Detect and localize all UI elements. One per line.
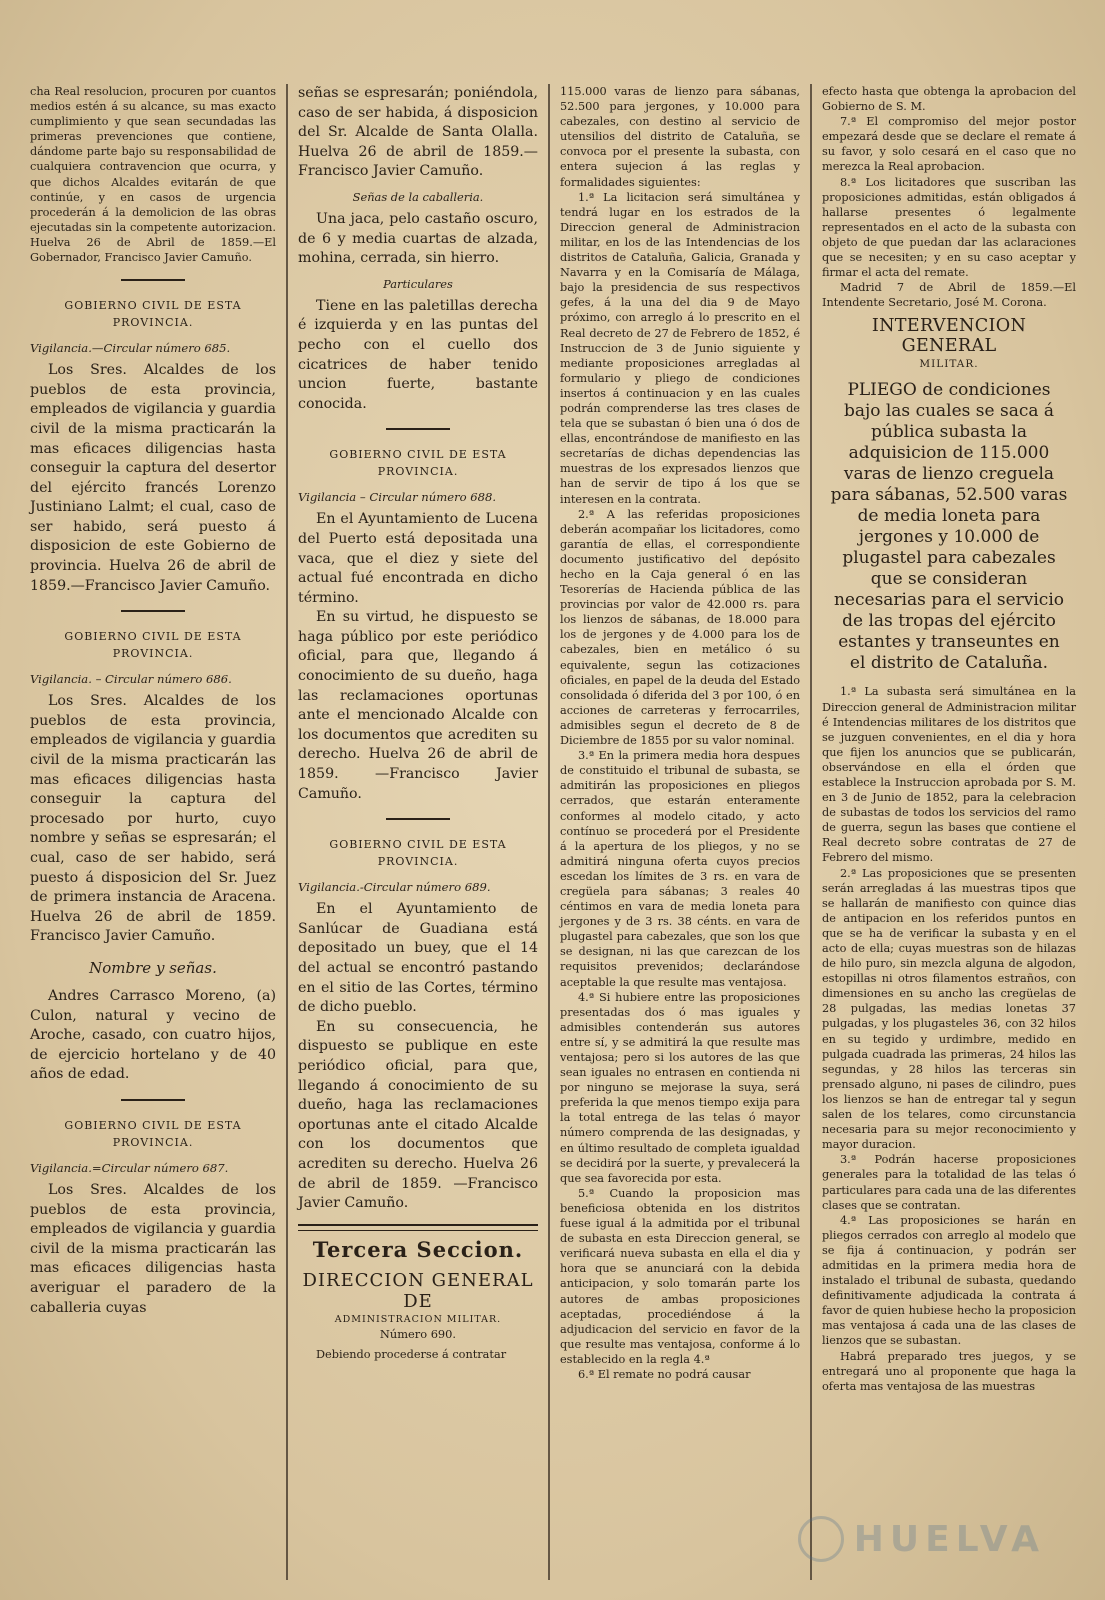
column-4: [816, 84, 1082, 1580]
section-subtitle: Nombre y señas.: [89, 958, 217, 977]
divider: [121, 610, 185, 612]
section-subtitle: Vigilancia.=Circular número 687.: [30, 1160, 229, 1175]
paragraph: 4.ª Las proposiciones se harán en pliegos cerrados con arreglo al modelo que se fija á continuacion, y podrán ser admitidas en la primera media hora de instalado el tribunal de subasta, quedando definitivamente adjudicada la contrata á favor de quien hubiese hecho la proposicion mas ventajosa á cada una de las clases de lienzos que se subastan.: [822, 1213, 1076, 1348]
paragraph: Debiendo procederse á contratar: [316, 1347, 507, 1361]
section-subtitle: MILITAR.: [919, 358, 979, 371]
paragraph: Madrid 7 de Abril de 1859.—El Intendente Secretario, José M. Corona.: [822, 281, 1076, 310]
section-subtitle: Vigilancia – Circular número 688.: [298, 490, 497, 505]
paragraph: 3.ª Podrán hacerse proposiciones generales para la totalidad de las telas ó particulares para cada una de las diferentes clases que se contratan.: [822, 1153, 1076, 1212]
paragraph: Tiene en las paletillas derecha é izquierda y en las puntas del pecho con el cuello dos cicatrices de haber tenido uncion fuerte, bastante conocida.: [298, 297, 538, 412]
paragraph: En su consecuencia, he dispuesto se publique en este periódico oficial, para que, llegando á conocimiento de su dueño, haga las reclamaciones oportunas ante el citado Alcalde con los documentos que acrediten su derecho. Huelva 26 de abril de 1859. —Francisco Javier Camuño.: [298, 1018, 538, 1212]
pliego-heading: PLIEGO de condiciones bajo las cuales se saca á pública subasta la adquisicion de 115.000 varas de lienzo creguela para sábanas, 52.500 varas de media loneta para jergones y 10.000 de plugastel para cabezales que se consideran necesarias para el servicio de las tropas del ejército estantes y transeuntes en el distrito de Cataluña.: [830, 380, 1068, 674]
section-subtitle: ADMINISTRACION MILITAR.: [334, 1313, 502, 1325]
section-subtitle: Particulares: [383, 276, 453, 291]
divider: [386, 428, 450, 430]
section-subtitle: Señas de la caballeria.: [352, 189, 484, 204]
divider: [121, 279, 185, 281]
paragraph: 5.ª Cuando la proposicion mas beneficiosa obtenida en los distritos fuese igual á la admitida por el tribunal de subasta en esta Direccion general, se verificará nueva subasta en ella el dia y hora que se anunciará con la debida anticipacion, y solo tomarán parte los autores de ambas proposiciones aceptadas, procediéndose á la adjudicacion del servicio en favor de la que resulte mas ventajosa, conforme á lo establecido en la regla 4.ª: [560, 1186, 800, 1366]
paragraph: Los Sres. Alcaldes de los pueblos de esta provincia, empleados de vigilancia y guardia civil de la misma practicarán la mas eficaces diligencias hasta conseguir la captura del desertor del ejército francés Lorenzo Justiniano Lalmt; el cual, caso de ser habido, será puesto á disposicion de este Gobierno de provincia. Huelva 26 de abril de 1859.—Francisco Javier Camuño.: [30, 362, 276, 594]
column-2: [292, 84, 544, 1580]
section-header: GOBIERNO CIVIL DE ESTA PROVINCIA.: [329, 448, 507, 479]
divider: [298, 1224, 538, 1231]
paragraph: Los Sres. Alcaldes de los pueblos de esta provincia, empleados de vigilancia y guardia civil de la misma practicarán las mas eficaces diligencias hasta averiguar el paradero de la caballeria cuyas: [30, 1181, 276, 1316]
section-subtitle: Vigilancia.-Circular número 689.: [298, 880, 491, 895]
section-header: GOBIERNO CIVIL DE ESTA PROVINCIA.: [64, 630, 242, 661]
paragraph: En su virtud, he dispuesto se haga público por este periódico oficial, para que, llegando á conocimiento de su dueño, haga las reclamaciones oportunas ante el mencionado Alcalde con los documentos que acrediten su derecho. Huelva 26 de abril de 1859. —Francisco Javier Camuño.: [298, 609, 538, 802]
paragraph: 2.ª A las referidas proposiciones deberán acompañar los licitadores, como garantía de ellas, el correspondiente documento justificativo del depósito hecho en la Caja general ó en las Tesorerías de Hacienda pública de las provincias por valor de 42.000 rs. para los lienzos de sábanas, de 18.000 para los de jergones y de 4.000 para los de cabezales, bien en metálico ó su equivalente, segun las cotizaciones oficiales, en papel de la deuda del Estado consolidada ó diferida del 3 por 100, ó en acciones de carreteras y ferrocarriles, admisibles segun el decreto de 8 de Diciembre de 1855 por su valor nominal.: [560, 507, 800, 748]
section-header: GOBIERNO CIVIL DE ESTA PROVINCIA.: [329, 838, 507, 869]
column-rule: [548, 84, 550, 1580]
column-1: [24, 84, 282, 1580]
section-title: INTERVENCION GENERAL: [871, 316, 1027, 357]
paragraph: 2.ª Las proposiciones que se presenten serán arregladas á las muestras tipos que se hallarán de manifiesto con quince dias de antipacion en los referidos puntos en que se ha de verificar la subasta y en el acto de ella; cuyas muestras son de hilazas de hilo puro, sin mezcla alguna de algodon, estopillas ni otros filamentos estraños, con dimensiones en su ancho las cregüelas de 28 pulgadas, las medias lonetas 37 pulgadas, y los plugasteles 36, con 32 hilos en su tegido y urdimbre, medido en pulgada cuadrada las primeras, 24 hilos las segundas, y 28 hilos las terceras sin prensado alguno, ni pases de cilindro, pues los lienzos se han de entregar tal y segun salen de los telares, como circunstancia necesaria para su mejor reconocimiento y mayor duracion.: [822, 866, 1076, 1152]
paragraph: 3.ª En la primera media hora despues de constituido el tribunal de subasta, se admitirán las proposiciones en pliegos cerrados, que estarán enteramente conformes al modelo citado, y acto contínuo se procederá por el Presidente á la apertura de los pliegos, y no se admitirá ninguna oferta cuyos precios escedan los límites de 3 rs. en vara de cregüela para sábanas; 3 reales 40 céntimos en vara de media loneta para jergones y de 3 rs. 38 cénts. en vara de plugastel para cabezales, que son los que se designan, ni las que carezcan de los requisitos prevenidos; declarándose aceptable la que resulte mas ventajosa.: [560, 749, 800, 989]
paragraph: En el Ayuntamiento de Lucena del Puerto está depositada una vaca, que el diez y siete del actual fué encontrada en dicho término.: [298, 511, 538, 606]
section-title: Tercera Seccion.: [312, 1236, 524, 1262]
column-rule: [286, 84, 288, 1580]
paragraph: 1.ª La licitacion será simultánea y tendrá lugar en los estrados de la Direccion general de Administracion militar, en los de las Intendencias de los distritos de Cataluña, Galicia, Granada y Navarra y en la Comisaría de Málaga, bajo la presidencia de sus respectivos gefes, á la una del dia 9 de Mayo próximo, con arreglo á lo prescrito en el Real decreto de 27 de Febrero de 1852, é Instruccion de 3 de Junio siguiente y mediante proposiciones arregladas al formulario y pliego de condiciones insertos á continuacion y en las cuales podrán comprenderse las tres clases de tela que se subastan ó bien una ó dos de ellas, encontrándose de manifiesto en las secretarías de dichas dependencias las muestras de los expresados lienzos que han de servir de tipo á los que se interesen en la contrata.: [560, 190, 800, 506]
paragraph: 4.ª Si hubiere entre las proposiciones presentadas dos ó mas iguales y admisibles contenderán sus autores entre sí, y se admitirá la que resulte mas ventajosa; pero si los autores de las que sean iguales no entrasen en contienda ni por ninguno se mejorase la suya, será preferida la que menos tiempo exija para la total entrega de las telas ó mayor número comprenda de las designadas, y en último resultado de completa igualdad se decidirá por la suerte, y prevalecerá la que sea favorecida por esta.: [560, 990, 800, 1185]
divider: [121, 1099, 185, 1101]
paragraph: Una jaca, pelo castaño oscuro, de 6 y media cuartas de alzada, mohina, cerrada, sin hierro.: [298, 210, 538, 267]
paragraph: 115.000 varas de lienzo para sábanas, 52.500 para jergones, y 10.000 para cabezales, con destino al servicio de utensilios del distrito de Cataluña, se convoca por el presente la subasta, con entera sujecion á las reglas y formalidades siguientes:: [560, 85, 800, 189]
seal-icon: [798, 1516, 844, 1562]
divider: [386, 818, 450, 820]
watermark-text: HUELVA: [853, 1518, 1045, 1560]
paragraph: 7.ª El compromiso del mejor postor empezará desde que se declare el remate á su favor, y solo cesará en el caso que no merezca la Real aprobacion.: [822, 115, 1076, 174]
section-subtitle: Vigilancia.—Circular número 685.: [30, 341, 231, 356]
spacer: [822, 674, 1076, 684]
column-rule: [810, 84, 812, 1580]
paragraph: 1.ª La subasta será simultánea en la Direccion general de Administracion militar é Intendencias militares de los distritos que se juzguen convenientes, en el dia y hora que fijen los anuncios que se publicarán, observándose en ella el órden que establece la Instruccion aprobada por S. M. en 3 de Junio de 1852, para la celebracion de subastas de todos los servicios del ramo de guerra, segun las bases que contiene el Real decreto sobre contratas de 27 de Febrero del mismo.: [822, 685, 1076, 865]
paragraph: cha Real resolucion, procuren por cuantos medios estén á su alcance, su mas exacto cumplimiento y que sean secundadas las primeras prevenciones que contiene, dándome parte bajo su responsabilidad de cualquiera contravencion que ocurra, y que dichos Alcaldes evitarán de que continúe, y en casos de urgencia procederán á la demolicion de las obras ejecutadas sin la competente autorizacion. Huelva 26 de Abril de 1859.—El Gobernador, Francisco Javier Camuño.: [30, 85, 276, 265]
section-header: GOBIERNO CIVIL DE ESTA PROVINCIA.: [64, 299, 242, 330]
paragraph: 6.ª El remate no podrá causar: [578, 1367, 751, 1381]
columns: [24, 84, 1083, 1580]
section-subtitle: Vigilancia. – Circular número 686.: [30, 672, 232, 687]
paragraph: Los Sres. Alcaldes de los pueblos de esta provincia, empleados de vigilancia y guardia civil de la misma practicarán las mas eficaces diligencias hasta conseguir la captura del procesado por hurto, cuyo nombre y señas se espresarán; el cual, caso de ser habido, será puesto á disposicion del Sr. Juez de primera instancia de Aracena. Huelva 26 de abril de 1859. Francisco Javier Camuño.: [30, 693, 276, 945]
section-header: GOBIERNO CIVIL DE ESTA PROVINCIA.: [64, 1118, 242, 1149]
paragraph: En el Ayuntamiento de Sanlúcar de Guadiana está depositado un buey, que el 14 del actual se encontró pastando en el sitio de las Cortes, término de dicho pueblo.: [298, 901, 538, 1016]
column-3: [554, 84, 806, 1580]
paragraph: 8.ª Los licitadores que suscriban las proposiciones admitidas, están obligados á hallarse presentes ó legalmente representados en el acto de la subasta con objeto de que puedan dar las aclaraciones que se necesiten; y en su caso aceptar y firmar el acta del remate.: [822, 175, 1076, 280]
watermark: [798, 1516, 1045, 1562]
section-title: DIRECCION GENERAL DE: [302, 1269, 534, 1312]
paragraph: señas se espresarán; poniéndola, caso de ser habida, á disposicion del Sr. Alcalde de Santa Olalla. Huelva 26 de abril de 1859.—Francisco Javier Camuño.: [298, 85, 538, 180]
paragraph: efecto hasta que obtenga la aprobacion del Gobierno de S. M.: [822, 85, 1076, 114]
section-number: Número 690.: [379, 1326, 457, 1341]
paragraph: Habrá preparado tres juegos, y se entregará uno al proponente que haga la oferta mas ventajosa de las muestras: [822, 1349, 1076, 1393]
paragraph: Andres Carrasco Moreno, (a) Culon, natural y vecino de Aroche, casado, con cuatro hijos, de ejercicio hortelano y de 40 años de edad.: [30, 987, 276, 1083]
